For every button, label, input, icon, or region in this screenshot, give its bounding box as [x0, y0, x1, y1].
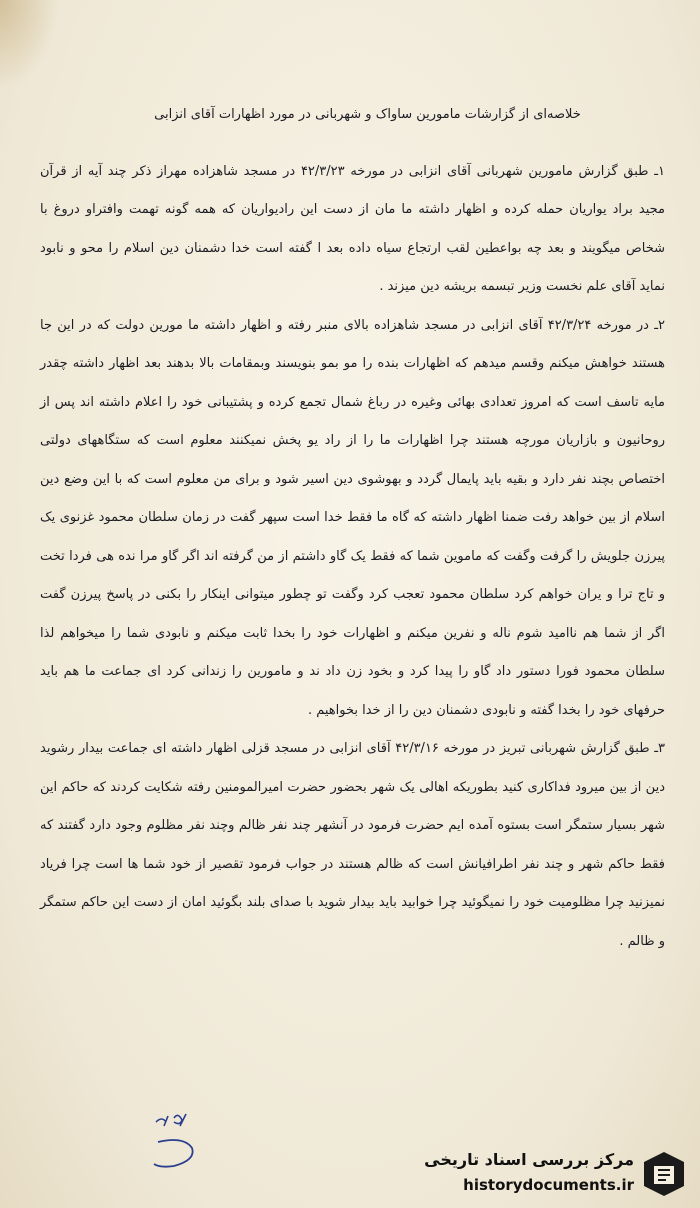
paper-stain: [0, 0, 60, 90]
archive-name: مرکز بررسی اسناد تاریخی: [424, 1150, 634, 1169]
paragraph-2: ۲ـ در مورخه ۴۲/۳/۲۴ آقای انزابی در مسجد شاهزاده بالای منبر رفته و اظهار داشته ما مورین دولت که در این جا هستند خواهش میکنم وقسم میدهم که اظهارات بنده را مو بمو بنویسند وبمقامات بالا بدهند بعد اظهار داشته چقدر مایه تاسف است که امروز تعدادی بهائی وغیره در رباغ شمال تجمع کرده و پشتیبانی خود را اعلام داشته اند پس از روحانیون و بازاریان مورچه هستند چرا اظهارات ما را از راد یو پخش نمیکنند معلوم است که ستگاههای دولتی اختصاص بچند نفر دارد و بقیه باید پایمال گردد و بهوشوی دین اسیر شود و برای من معلوم است که با این وضع دین اسلام از بین خواهد رفت ضمنا اظهار داشته که گاه ما فقط خدا است سپهر گفت در زمان سلطان محمود غزنوی یک پیرزن جلویش را گرفت وگفت که ماموین شما که فقط یک گاو داشتم از من گرفته اند اگر گاو مرا نده هی فردا تخت و تاج ترا و یران خواهم کرد سلطان محمود تعجب کرد وگفت تو چطور میتوانی اینکار را بکنی در پاسخ پیرزن گفت اگر از شما هم ناامید شوم ناله و نفرین میکنم و اظهارات خود را بخدا ثابت میکنم و نابودی شما را میخواهم لذا سلطان محمود فورا دستور داد گاو را پیدا کرد و بخود زن داد ند و مامورین را زندانی کرد ای جماعت ما هم باید حرفهای خود را بخدا گفته و نابودی دشمنان دین را از خدا بخواهیم .: [40, 317, 665, 718]
archive-logo-icon: [640, 1148, 688, 1198]
archive-url: historydocuments.ir: [463, 1176, 634, 1194]
document-title: خلاصه‌ای از گزارشات مامورین ساواک و شهربانی در مورد اظهارات آقای انزابی: [154, 107, 581, 122]
handwritten-signature: [150, 1108, 206, 1172]
document-body: [40, 96, 665, 961]
paragraph-1: ۱ـ طبق گزارش مامورین شهربانی آقای انزابی در مورخه ۴۲/۳/۲۳ در مسجد شاهزاده مهراز ذکر چند آیه از قرآن مجید براد یواریان حمله کرده و اظهار داشته ما مان از دست این رادیواریان که همه گونه تهمت وافتراو دروغ با شخاص میگویند و بعد چه بواعطین لقب ارتجاع سیاه داده بعد ا گفته است خدا دشمنان دین اسلام را محو و نابود نماید آقای علم نخست وزیر تبسمه بریشه دین میزند .: [40, 163, 665, 294]
archive-watermark: [420, 1146, 692, 1204]
paragraph-3: ۳ـ طبق گزارش شهربانی تبریز در مورخه ۴۲/۳/۱۶ آقای انزابی در مسجد قزلی اظهار داشته ای جماعت بیدار رشوید دین از بین میرود فداکاری کنید بطوریکه اهالی یک شهر بحضور حضرت امیرالمومنین رفته شکایت کردند که حاکم این شهر بسیار ستمگر است بستوه آمده ایم حضرت فرمود در آنشهر چند نفر ظالم وچند نفر مظلوم وجود دارد گفتند که فقط حاکم شهر و چند نفر اطرافیانش است که ظالم هستند در جواب فرمود تقصیر از خود شما ها است چرا فریاد نمیزنید چرا مظلومیت خود را نمیگوئید چرا خوابید باید بیدار شوید با صدای بلند بگوئید امان از دست این حاکم ستمگر و ظالم .: [40, 741, 666, 949]
